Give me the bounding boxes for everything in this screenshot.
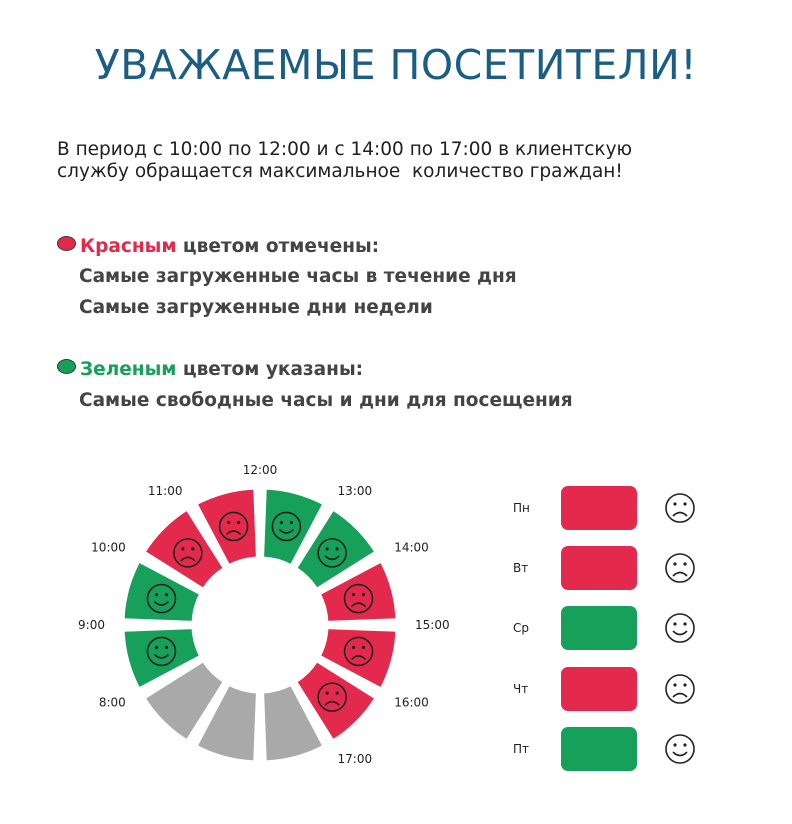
red-dot-icon — [57, 236, 76, 251]
hour-label: 11:00 — [147, 483, 183, 498]
day-label: Чт — [513, 682, 529, 696]
legend-green-color-word: Зеленым — [80, 359, 177, 380]
legend-green-rest: цветом указаны: — [176, 359, 364, 380]
happy-face-icon — [662, 610, 698, 646]
legend-green-line-1: Самые свободные часы и дни для посещения — [79, 390, 573, 411]
green-dot-icon — [57, 359, 76, 374]
hour-label: 13:00 — [337, 483, 373, 498]
hour-label: 15:00 — [415, 618, 450, 632]
intro-text — [57, 139, 757, 183]
intro-line-2: службу обращается максимальное количество граждан! — [57, 161, 623, 182]
sad-face-icon — [662, 671, 698, 707]
sad-face-icon — [662, 490, 698, 526]
legend-red-line-1: Самые загруженные часы в течение дня — [79, 266, 517, 287]
legend-red-color-word: Красным — [80, 236, 177, 257]
hour-label: 14:00 — [394, 540, 429, 555]
day-status-box — [561, 606, 637, 650]
legend-red-heading — [57, 236, 379, 257]
day-status-box — [561, 727, 637, 771]
day-status-box — [561, 486, 637, 530]
hour-label: 9:00 — [78, 618, 105, 632]
legend-red-line-2: Самые загруженные дни недели — [79, 297, 433, 318]
hour-label: 8:00 — [98, 695, 126, 710]
day-label: Вт — [513, 561, 529, 575]
legend-green-heading — [57, 359, 363, 380]
day-status-box — [561, 667, 637, 711]
hour-label: 17:00 — [337, 752, 373, 767]
hour-label: 16:00 — [394, 695, 429, 710]
hours-wheel — [60, 450, 460, 790]
day-label: Пн — [513, 501, 530, 515]
day-label: Пт — [513, 742, 530, 756]
day-status-box — [561, 546, 637, 590]
page-title: УВАЖАЕМЫЕ ПОСЕТИТЕЛИ! — [94, 41, 698, 89]
day-label: Ср — [513, 621, 529, 635]
intro-line-1: В период с 10:00 по 12:00 и с 14:00 по 17:00 в клиентскую — [57, 139, 633, 160]
hour-label: 12:00 — [242, 463, 278, 477]
sad-face-icon — [662, 550, 698, 586]
happy-face-icon — [662, 731, 698, 767]
legend-red-rest: цветом отмечены: — [176, 236, 380, 257]
hour-label: 10:00 — [91, 540, 126, 555]
